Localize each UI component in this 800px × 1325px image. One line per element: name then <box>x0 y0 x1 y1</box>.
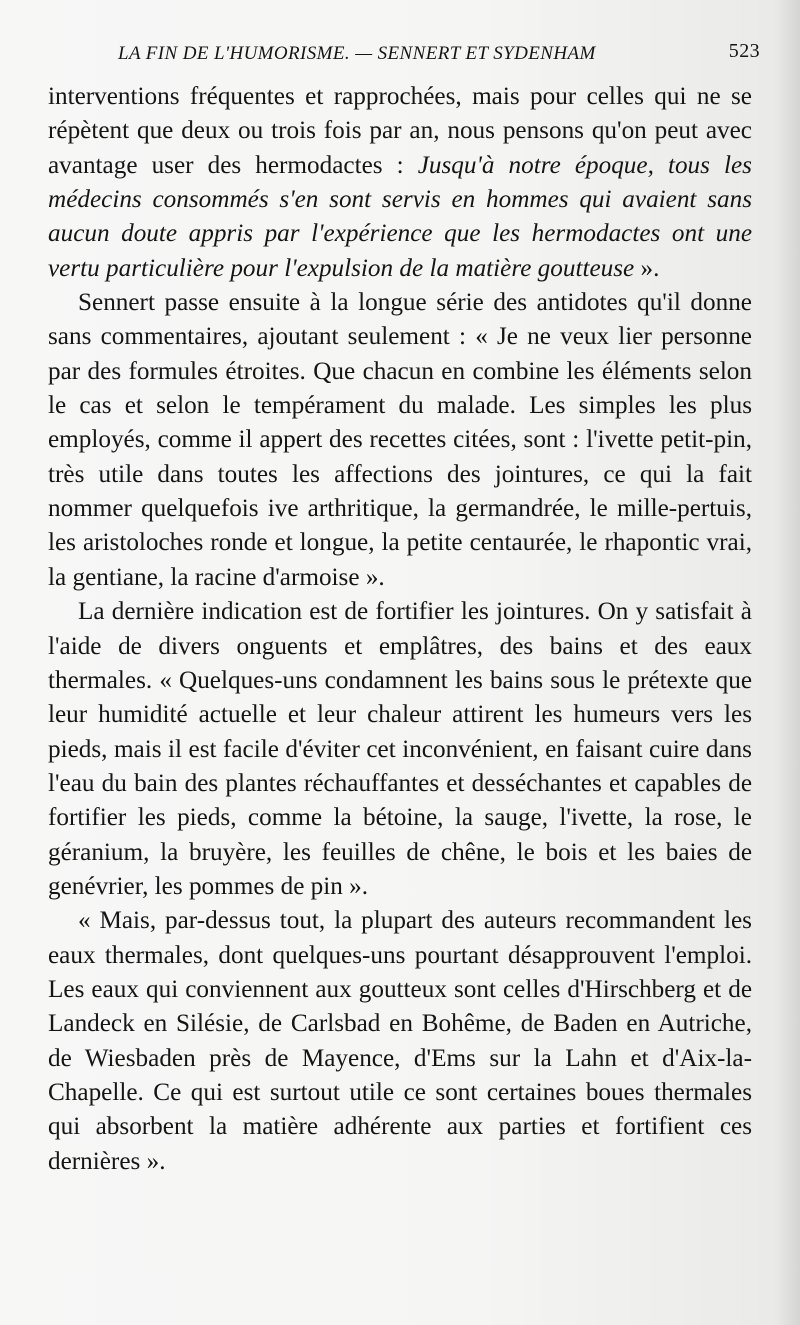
paragraph-2: Sennert passe ensuite à la longue série des antidotes qu'il donne sans commentaires, ajoutant seulement : « Je ne veux lier personne par des formules étroites. Que chacun en combine les éléments selon le cas et selon le tempérament du malade. Les simples les plus employés, comme il appert des recettes citées, sont : l'ivette petit-pin, très utile dans toutes les affections des jointures, ce qui la fait nommer quelquefois ive arthritique, la germandrée, le mille-pertuis, les aristoloches ronde et longue, la petite centaurée, le rhapontic vrai, la gentiane, la racine d'armoise ». <box>48 289 752 591</box>
paragraph-1-closing: ». <box>634 254 660 282</box>
paragraph-1 <box>48 80 752 286</box>
paragraph-4: « Mais, par-dessus tout, la plupart des auteurs recommandent les eaux thermales, dont quelques-uns pourtant désapprouvent l'emploi. Les eaux qui conviennent aux goutteux sont celles d'Hirschberg et de Landeck en Silésie, de Carlsbad en Bohême, de Baden en Autriche, de Wiesbaden près de Mayence, d'Ems sur la Lahn et d'Aix-la-Chapelle. Ce qui est surtout utile ce sont certaines boues thermales qui absorbent la matière adhérente aux parties et fortifient ces dernières ». <box>48 907 752 1175</box>
page-number: 523 <box>728 40 760 62</box>
paragraph-1-italic-quote: Jusqu'à notre époque, tous les médecins consommés s'en sont servis en hommes qui avaient sans aucun doute appris par l'expérience que les hermodactes ont une vertu particulière pour l'expulsion de la matière goutteuse <box>48 151 752 282</box>
body-text <box>48 80 752 1179</box>
running-head: LA FIN DE L'HUMORISME. — SENNERT ET SYDENHAM <box>118 43 596 64</box>
paragraph-1-roman: interventions fréquentes et rapprochées, mais pour celles qui ne se répètent que deux ou trois fois par an, nous pensons qu'on peut avec avantage user des hermodactes : <box>48 83 752 179</box>
page-header <box>110 40 760 70</box>
page-edge-shadow <box>774 0 800 1325</box>
paragraph-3: La dernière indication est de fortifier les jointures. On y satisfait à l'aide de divers onguents et emplâtres, des bains et des eaux thermales. « Quelques-uns condamnent les bains sous le prétexte que leur humidité actuelle et leur chaleur attirent les humeurs vers les pieds, mais il est facile d'éviter cet inconvénient, en faisant cuire dans l'eau du bain des plantes réchauffantes et desséchantes et capables de fortifier les pieds, comme la bétoine, la sauge, l'ivette, la rose, le géranium, la bruyère, les feuilles de chêne, le bois et les baies de genévrier, les pommes de pin ». <box>48 598 752 900</box>
